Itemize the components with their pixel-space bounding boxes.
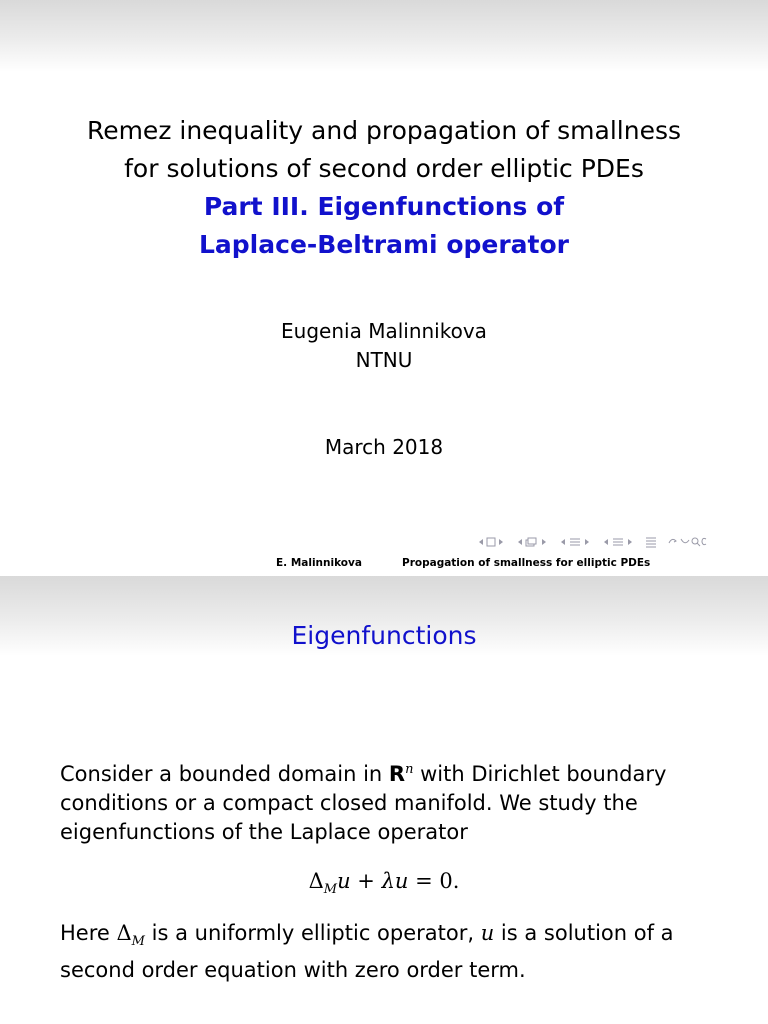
lambda-symbol: λ [381, 869, 395, 893]
para1-text-end: with Dirichlet boundary conditions or a compact closed manifold. We study the eigenfunctions of the Laplace operator [60, 762, 667, 844]
title-line-1: Remez inequality and propagation of smallness [86, 116, 682, 145]
institution: NTNU [355, 348, 413, 372]
para2-laplacian-subscript: M [131, 934, 145, 950]
nav-section-icon[interactable] [601, 536, 635, 548]
nav-align-icon[interactable] [644, 536, 658, 548]
para2-text-end: is a solution of a second order equation with zero order term. [60, 921, 674, 983]
dimension-superscript: n [405, 762, 414, 777]
author-name: Eugenia Malinnikova [281, 319, 487, 343]
para2-text-here: Here [60, 921, 117, 945]
author-block [0, 317, 768, 375]
subtitle-line-1: Part III. Eigenfunctions of [203, 192, 565, 221]
equation-plus: + [350, 869, 382, 893]
title-block [0, 112, 768, 264]
equation-u2: u [394, 869, 409, 893]
frame-title: Eigenfunctions [291, 621, 477, 650]
footer-title: Propagation of smallness for elliptic PDEs [402, 557, 651, 569]
header-gradient [0, 0, 768, 72]
footer-author: E. Malinnikova [276, 557, 362, 569]
title-line-2: for solutions of second order elliptic PDEs [124, 154, 644, 183]
laplacian-symbol: Δ [308, 869, 324, 893]
para2-laplacian-symbol: Δ [116, 921, 132, 945]
equation-rhs: = 0. [408, 869, 460, 893]
para2-text-middle: is a uniformly elliptic operator, [144, 921, 481, 945]
para1-text-start: Consider a bounded domain in [60, 762, 389, 786]
paragraph-domain [60, 755, 720, 847]
presentation-date: March 2018 [324, 435, 444, 459]
para2-u-symbol: u [480, 921, 495, 945]
eigenvalue-equation [0, 866, 768, 905]
slide-footer [0, 555, 768, 573]
nav-subsection-icon[interactable] [558, 536, 592, 548]
laplacian-subscript: M [323, 882, 338, 898]
nav-slide-arrows-icon[interactable] [476, 536, 506, 548]
nav-search-icon[interactable] [667, 536, 707, 548]
paragraph-operator [60, 919, 720, 985]
nav-frame-icon[interactable] [515, 536, 549, 548]
subtitle-line-2: Laplace-Beltrami operator [198, 230, 570, 259]
beamer-navigation-bar [476, 533, 707, 551]
eigenfunctions-slide [0, 576, 768, 1024]
real-space-symbol: R [388, 762, 406, 786]
equation-u1: u [337, 869, 351, 893]
